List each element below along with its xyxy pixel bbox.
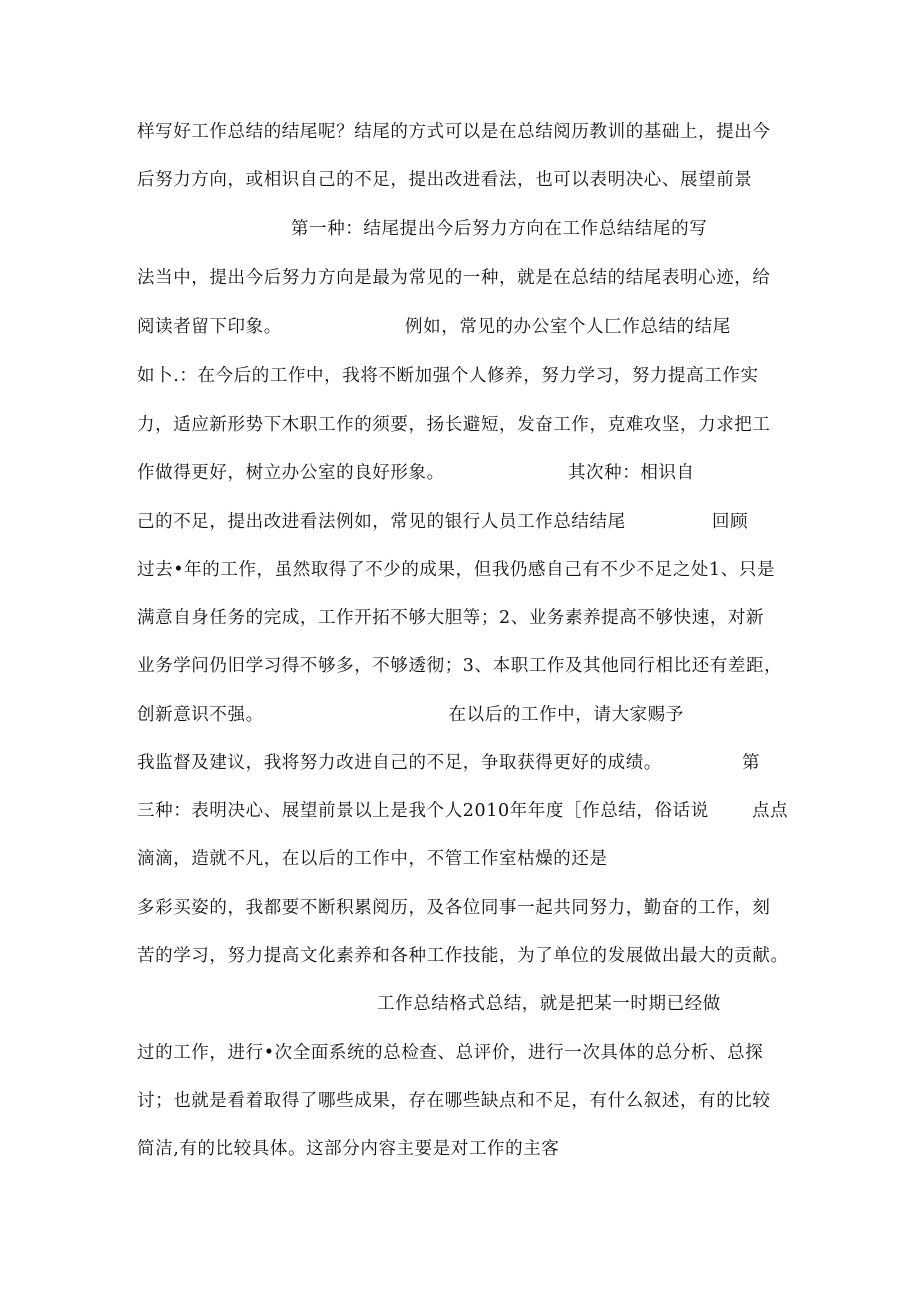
text-line: 多彩买姿的，我都要不断积累阅历，及各位同事一起共同努力，勤奋的工作，刻 (137, 898, 771, 918)
text-line: 力，适应新形势下木职工作的须要，扬长避短，发奋工作，克难攻坚，力求把工 (137, 415, 771, 435)
text-line: 创新意识不强。 在以后的工作中，请大家赐予 (137, 705, 684, 725)
text-line: 我监督及建议，我将努力改进自己的不足，争取获得更好的成绩。 第 (137, 753, 761, 773)
text-line: 满意自身任务的完成，工作开拓不够大胆等；2、业务素养提高不够快速，对新 (137, 608, 765, 628)
text-line: 第一种：结尾提出今后努力方向在工作总结结尾的写 (291, 219, 708, 239)
text-line: 简洁,有的比较具体。这部分内容主要是对工作的主客 (137, 1139, 560, 1159)
text-line: 样写好工作总结的结尾呢？结尾的方式可以是在总结阅历教训的基础上，提出今 (137, 122, 771, 142)
text-line: 工作总结格式总结，就是把某一时期已经做 (377, 994, 721, 1014)
text-line: 己的不足，提出改进看法例如，常见的银行人员工作总结结尾 回顾 (137, 512, 749, 532)
text-line: 法当中，提出今后努力方向是最为常见的一种，就是在总结的结尾表明心迹，给 (137, 268, 771, 288)
text-line: 过去•年的工作，虽然取得了不少的成果，但我仍感自己有不少不足之处1、只是 (137, 560, 776, 580)
text-line: 苦的学习，努力提高文化素养和各种工作技能，为了单位的发展做出最大的贡献。 (137, 946, 789, 966)
text-line: 阅读者留下印象。 例如，常见的办公室个人匚作总结的结尾 (137, 317, 731, 337)
text-line: 业务学问仍旧学习得不够多，不够透彻；3、本职工作及其他同行相比还有差距， (137, 656, 783, 676)
text-line: 讨；也就是看着取得了哪些成果，存在哪些缺点和不足，有什么叙述，有的比较 (137, 1091, 771, 1111)
text-line: 滴滴，造就不凡，在以后的工作中，不管工作室枯燥的还是 (137, 849, 608, 869)
text-line: 如卜.：在今后的工作中，我将不断加强个人修养，努力学习，努力提高工作实 (137, 366, 759, 386)
text-line: 后努力方向，或相识自己的不足，提出改进看法，也可以表明决心、展望前景 (137, 170, 753, 190)
text-line: 三种：表明决心、展望前景以上是我个人2010年年度［作总结，俗话说 点点 (137, 801, 789, 821)
text-line: 过的工作，进行•次全面系统的总检查、总评价，进行一次具体的总分析、总探 (137, 1043, 764, 1063)
text-line: 作做得更好，树立办公室的良好形象。 其次种：相识自 (137, 463, 695, 483)
